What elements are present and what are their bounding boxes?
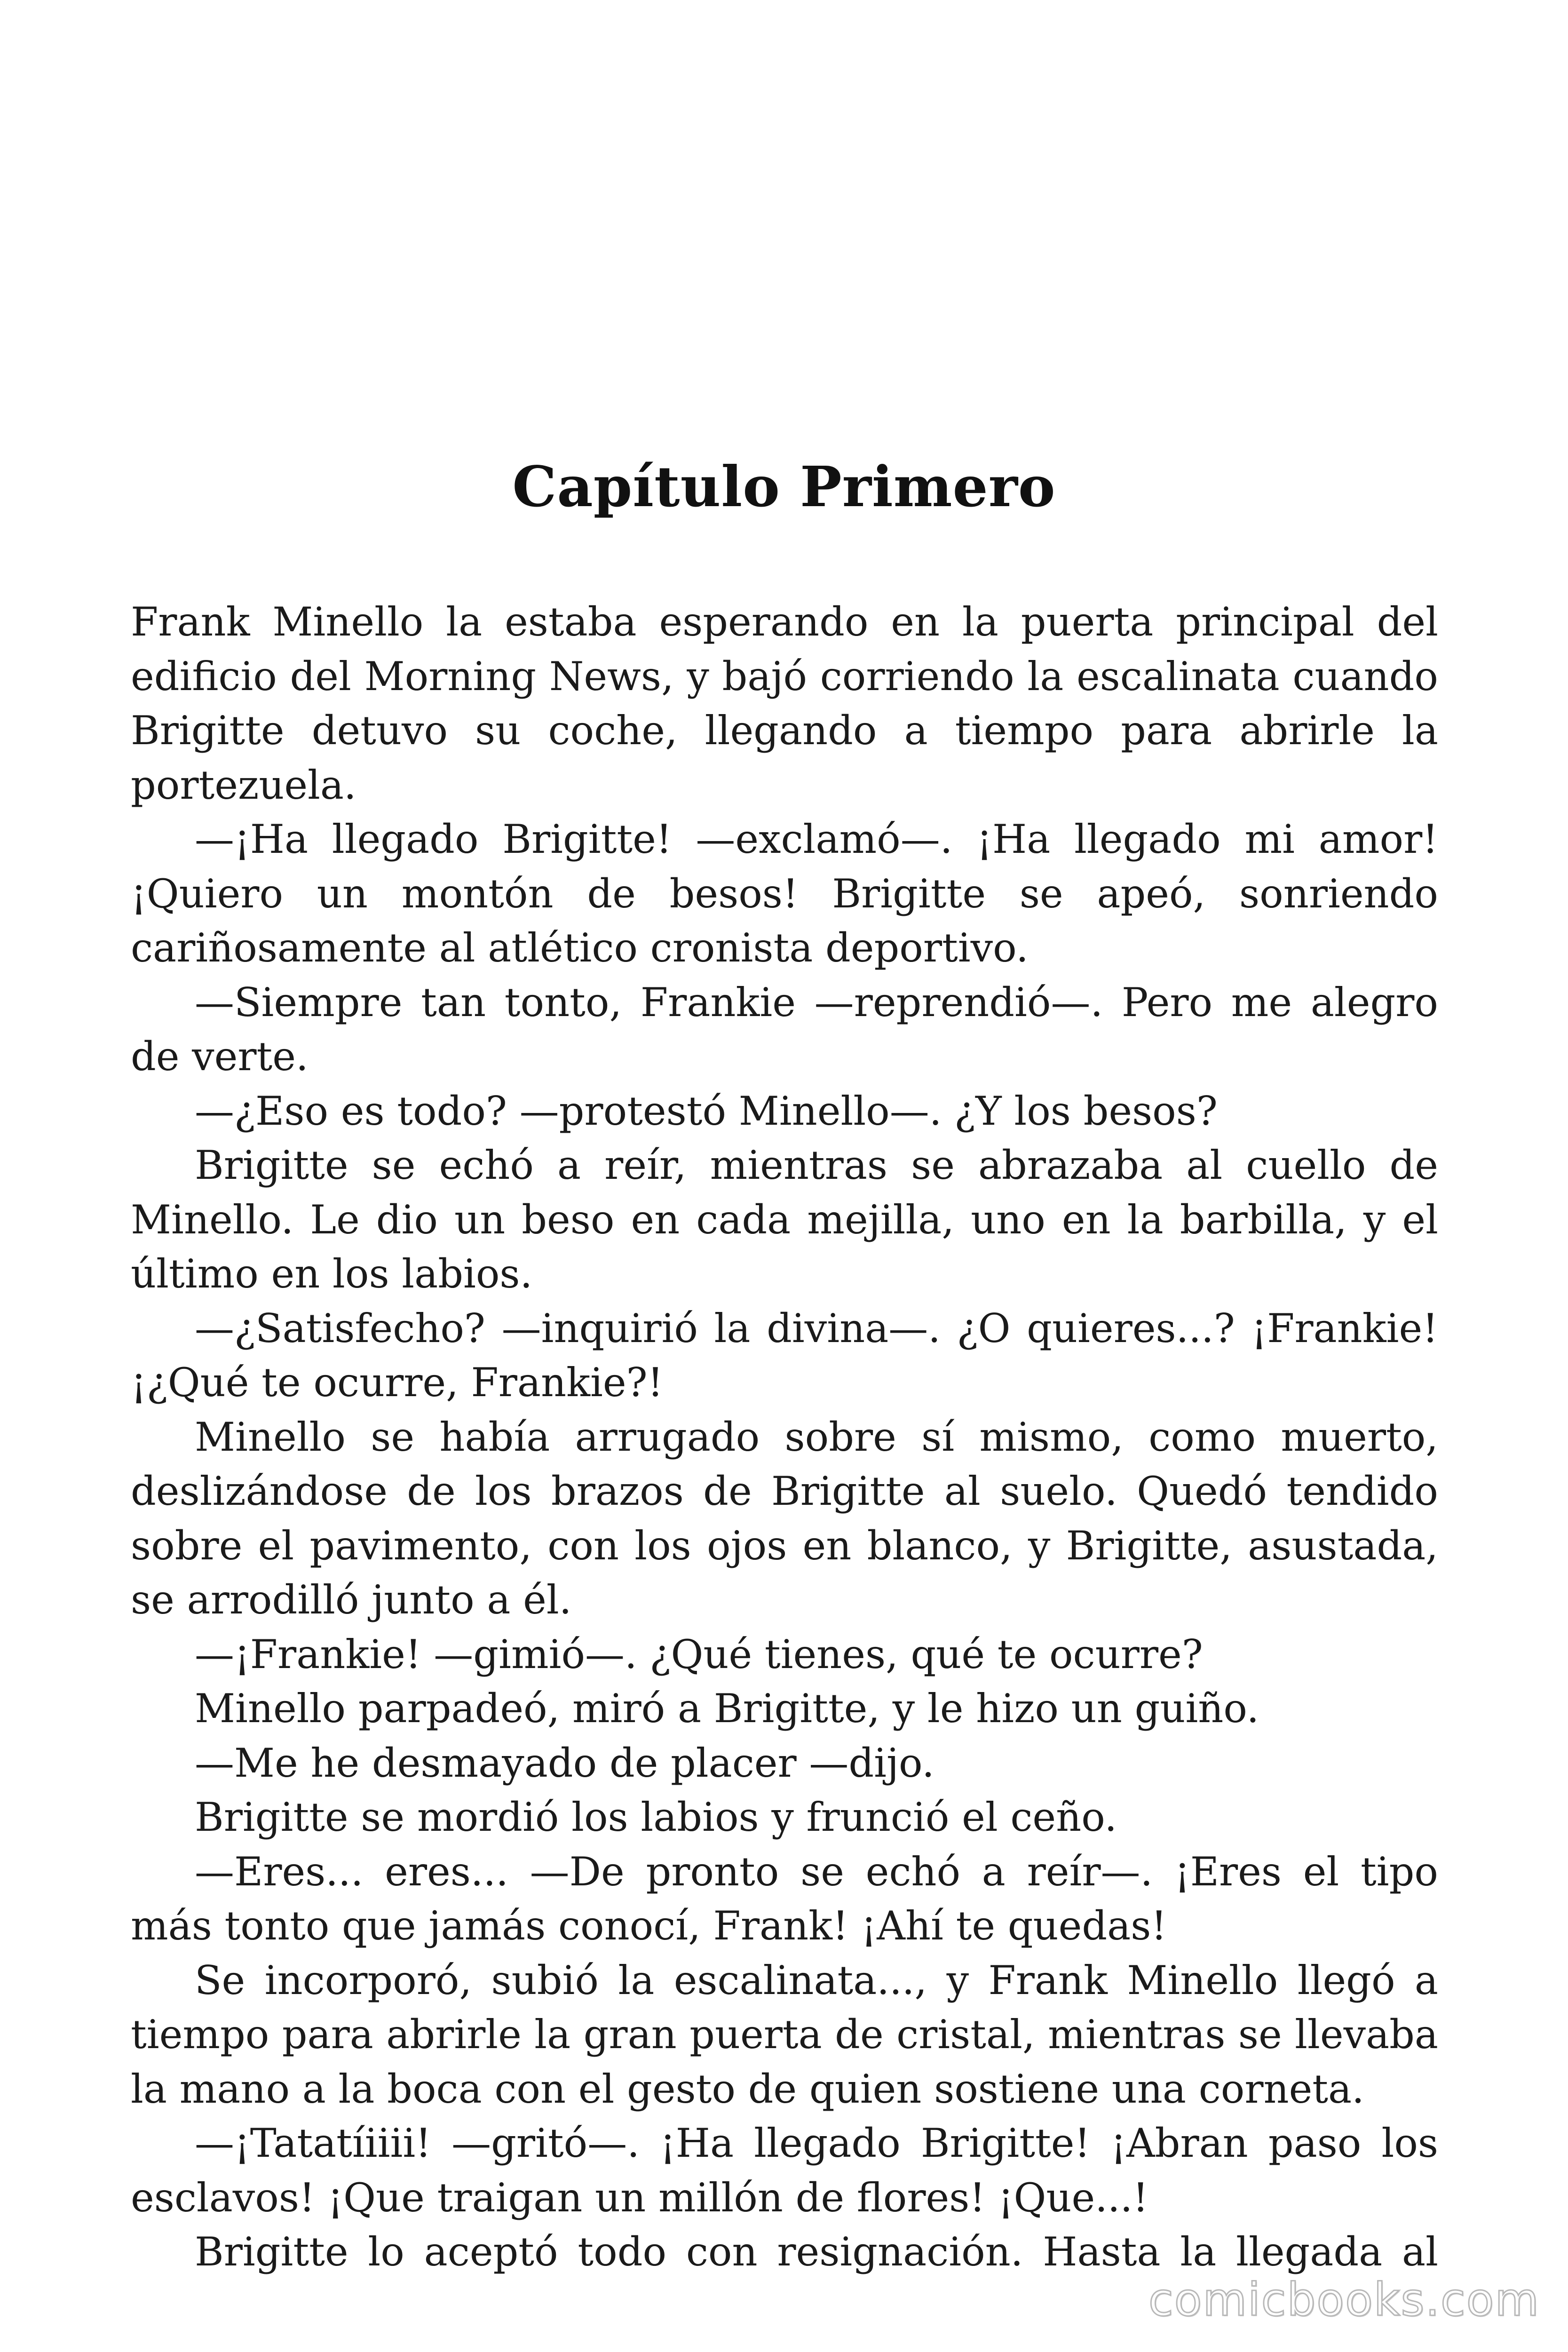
paragraph-5: Brigitte se echó a reír, mientras se abrazaba al cuello de Minello. Le dio un beso en cada mejilla, uno en la barbilla, y el último en los labios. — [131, 1142, 1438, 1297]
paragraph-13: Se incorporó, subió la escalinata..., y Frank Minello llegó a tiempo para abrirle la gran puerta de cristal, mientras se llevaba la mano a la boca con el gesto de quien sostiene una corneta. — [131, 1957, 1438, 2112]
paragraph-8: —¡Frankie! —gimió—. ¿Qué tienes, qué te ocurre? — [195, 1631, 1203, 1677]
paragraph-4: —¿Eso es todo? —protestó Minello—. ¿Y los besos? — [195, 1088, 1218, 1134]
paragraph-15: Brigitte lo aceptó todo con resignación. Hasta la llegada al — [195, 2229, 1438, 2275]
paragraph-1: Frank Minello la estaba esperando en la puerta principal del edificio del Morning News, y bajó corriendo la escalinata cuando Brigitte detuvo su coche, llegando a tiempo para abrirle la portezuela. — [131, 599, 1438, 808]
paragraph-7: Minello se había arrugado sobre sí mismo, como muerto, deslizándose de los brazos de Brigitte al suelo. Quedó tendido sobre el pavimento, con los ojos en blanco, y Brigitte, asustada, se arrodilló junto a él. — [131, 1414, 1438, 1623]
paragraph-14: —¡Tatatíiiii! —gritó—. ¡Ha llegado Brigitte! ¡Abran paso los esclavos! ¡Que traigan un millón de flores! ¡Que...! — [131, 2120, 1438, 2221]
paragraph-3: —Siempre tan tonto, Frankie —reprendió—. Pero me alegro de verte. — [131, 979, 1438, 1080]
paragraph-9: Minello parpadeó, miró a Brigitte, y le hizo un guiño. — [195, 1685, 1259, 1732]
watermark-logo: comicbooks.com — [1148, 2273, 1540, 2326]
chapter-title: Capítulo Primero — [512, 454, 1056, 519]
chapter-body — [131, 595, 1438, 2280]
paragraph-10: —Me he desmayado de placer —dijo. — [195, 1740, 934, 1786]
paragraph-11: Brigitte se mordió los labios y frunció el ceño. — [195, 1794, 1117, 1840]
paragraph-6: —¿Satisfecho? —inquirió la divina—. ¿O quieres...? ¡Frankie! ¡¿Qué te ocurre, Frankie?! — [131, 1305, 1438, 1406]
paragraph-2: —¡Ha llegado Brigitte! —exclamó—. ¡Ha llegado mi amor! ¡Quiero un montón de besos! Brigitte se apeó, sonriendo cariñosamente al atlético cronista deportivo. — [131, 816, 1438, 971]
paragraph-12: —Eres... eres... —De pronto se echó a reír—. ¡Eres el tipo más tonto que jamás conocí, Frank! ¡Ahí te quedas! — [131, 1848, 1438, 1949]
